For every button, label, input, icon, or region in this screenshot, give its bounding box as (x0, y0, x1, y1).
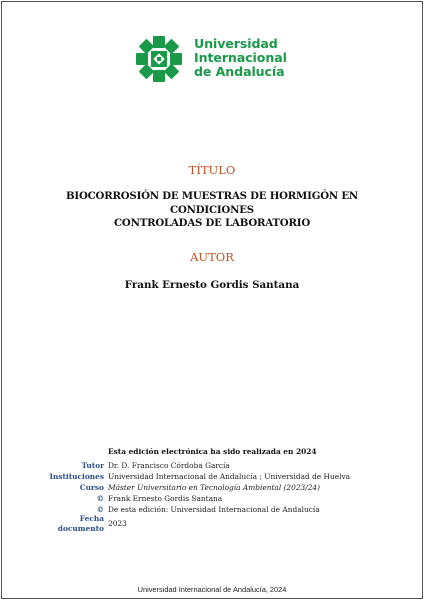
meta-value-copyright-author: Frank Ernesto Gordis Santana (108, 494, 223, 503)
title-label: TÍTULO (188, 163, 236, 177)
logo-line-1: Universidad (194, 36, 278, 51)
meta-key-copyright-edition: © (96, 505, 104, 514)
meta-key-tutor: Tutor (81, 461, 104, 470)
meta-value-tutor: Dr. D. Francisco Córdoba García (108, 461, 230, 470)
meta-value-fecha: 2023 (108, 519, 127, 528)
meta-value-instituciones: Universidad Internacional de Andalucía ; Universidad de Huelva (108, 472, 351, 481)
edition-note: Esta edición electrónica ha sido realizada en 2024 (108, 447, 317, 456)
author-name: Frank Ernesto Gordis Santana (124, 279, 300, 291)
university-logo (134, 34, 304, 84)
meta-key-fecha: Fecha documento (57, 514, 104, 533)
uia-star-logo-icon (134, 34, 184, 84)
author-label: AUTOR (190, 250, 234, 264)
thesis-title-line-1: BIOCORROSIÓN DE MUESTRAS DE HORMIGÓN EN CONDICIONES (65, 190, 359, 216)
logo-line-2: Internacional (194, 50, 287, 65)
thesis-title (30, 190, 394, 231)
meta-key-curso: Curso (79, 483, 104, 492)
meta-key-instituciones: Instituciones (49, 472, 104, 481)
thesis-title-line-2: CONTROLADAS DE LABORATORIO (114, 217, 310, 229)
university-name (194, 37, 304, 79)
meta-value-copyright-edition: De esta edición: Universidad Internacional de Andalucía (108, 505, 320, 514)
page-footer: Universidad Internacional de Andalucía, 2024 (137, 585, 287, 594)
meta-key-copyright-author: © (96, 494, 104, 503)
logo-line-3: de Andalucía (194, 64, 285, 79)
meta-value-curso: Máster Universitario en Tecnología Ambiental (2023/24) (108, 483, 321, 492)
